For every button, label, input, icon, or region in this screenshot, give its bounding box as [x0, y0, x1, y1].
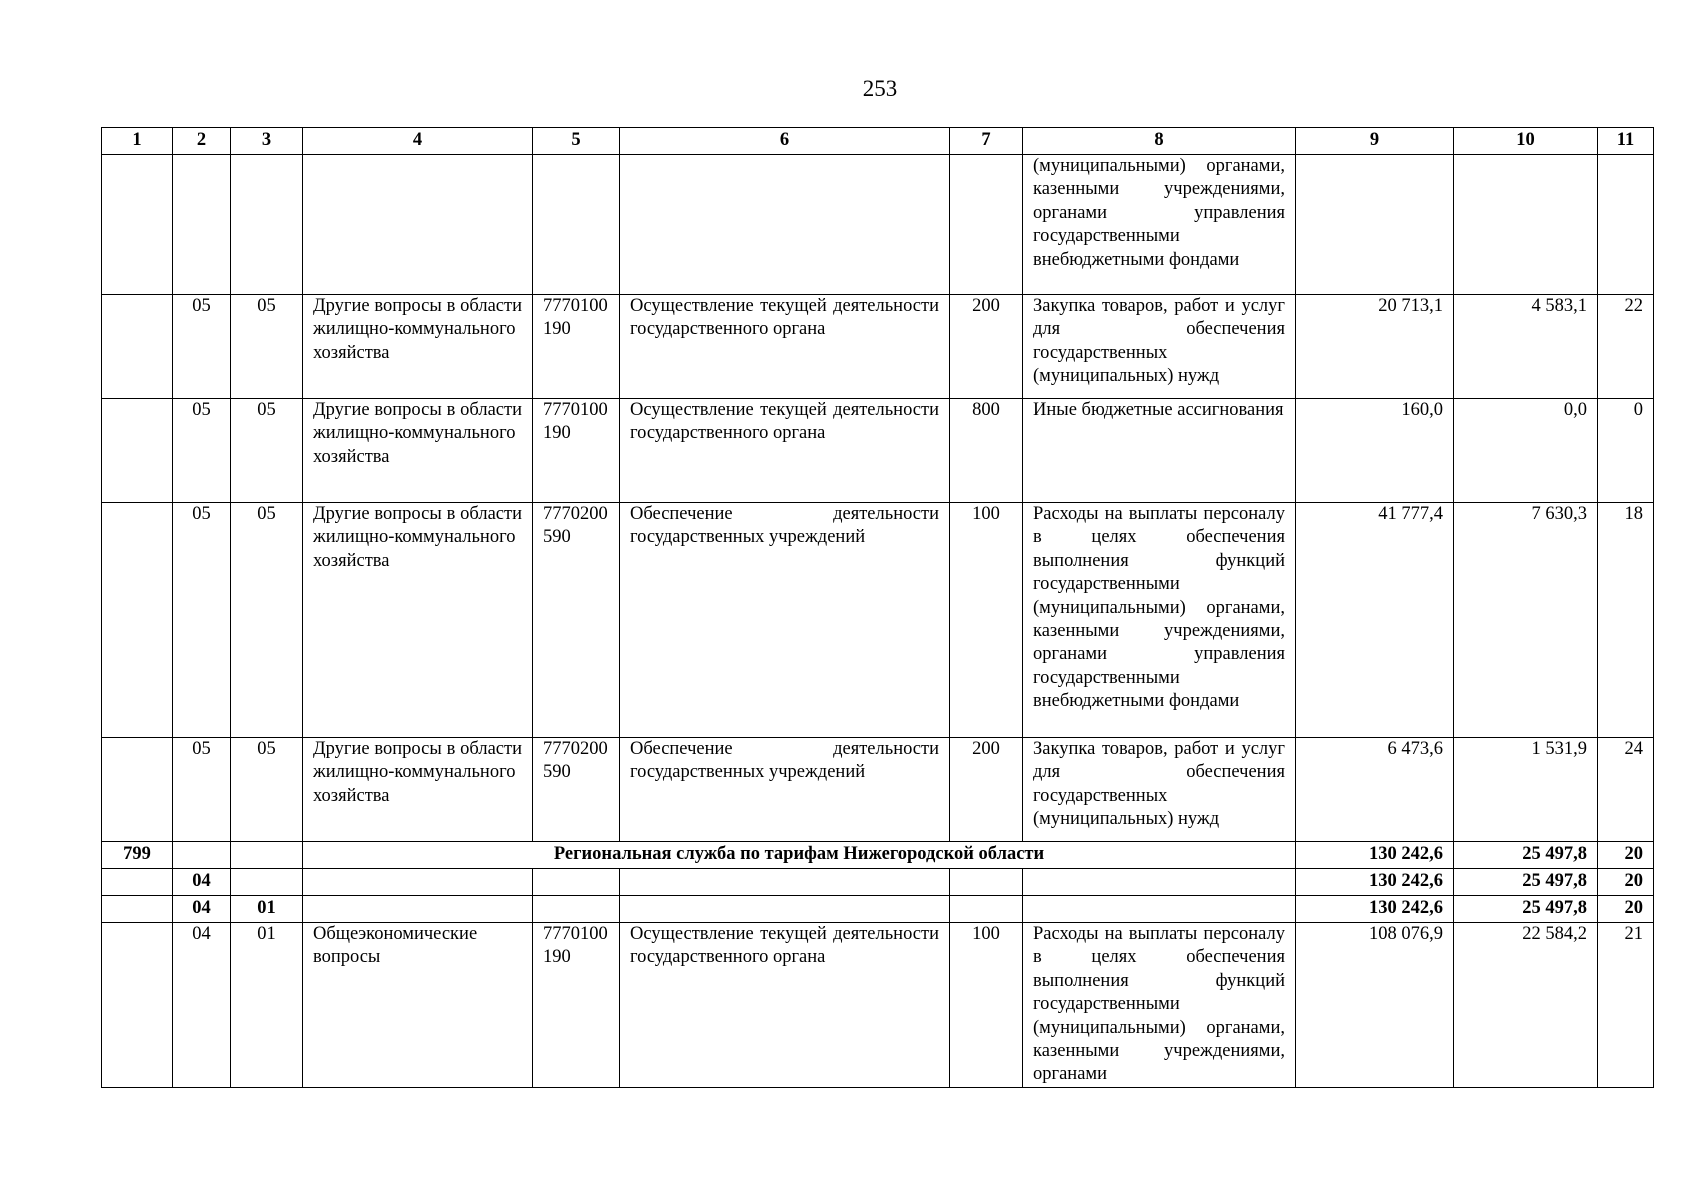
cell-col11: 20: [1598, 842, 1654, 869]
cell-col10: 7 630,3: [1454, 503, 1598, 738]
cell-col2: [173, 155, 231, 295]
cell-col8: Иные бюджетные ассигнования: [1023, 399, 1296, 503]
cell-col10: 0,0: [1454, 399, 1598, 503]
cell-col3: 01: [231, 896, 303, 923]
cell-col9: [1296, 155, 1454, 295]
cell-col9: 130 242,6: [1296, 869, 1454, 896]
page-number: 253: [862, 76, 898, 101]
cell-col2: 05: [173, 295, 231, 399]
table-row: [102, 923, 1654, 1088]
cell-col11: 21: [1598, 923, 1654, 1088]
cell-col4: Другие вопросы в области жилищно-коммунального хозяйства: [303, 503, 533, 738]
header-cell: 2: [173, 128, 231, 155]
cell-col1: [102, 869, 173, 896]
cell-col5: 7770200590: [533, 503, 620, 738]
cell-col1: [102, 738, 173, 842]
cell-col6: Осуществление текущей деятельности государственного органа: [620, 923, 950, 1088]
cell-col11: 22: [1598, 295, 1654, 399]
cell-col6: Осуществление текущей деятельности государственного органа: [620, 399, 950, 503]
table-row: [102, 155, 1654, 295]
budget-table: [101, 127, 1654, 1088]
cell-col7: [950, 155, 1023, 295]
cell-col10: [1454, 155, 1598, 295]
cell-col11: 20: [1598, 896, 1654, 923]
header-cell: 7: [950, 128, 1023, 155]
cell-col5: 7770200590: [533, 738, 620, 842]
cell-col7: 200: [950, 295, 1023, 399]
cell-col11: [1598, 155, 1654, 295]
cell-col3: 01: [231, 923, 303, 1088]
cell-col1: [102, 503, 173, 738]
header-cell: 1: [102, 128, 173, 155]
cell-col10: 22 584,2: [1454, 923, 1598, 1088]
header-cell: 11: [1598, 128, 1654, 155]
header-cell: 3: [231, 128, 303, 155]
cell-col4: Общеэкономические вопросы: [303, 923, 533, 1088]
cell-col8: Расходы на выплаты персоналу в целях обеспечения выполнения функций государственными (муниципальными) органами, казенными учреждениями, органами управления государственными внебюджетными фондами: [1023, 503, 1296, 738]
cell-col8: (муниципальными) органами, казенными учреждениями, органами управления государственными внебюджетными фондами: [1023, 155, 1296, 295]
section-row: [102, 842, 1654, 869]
cell-col5: [533, 869, 620, 896]
cell-col5: [533, 896, 620, 923]
cell-col5: 7770100190: [533, 923, 620, 1088]
cell-col3: 05: [231, 738, 303, 842]
cell-col7: [950, 869, 1023, 896]
header-cell: 10: [1454, 128, 1598, 155]
cell-col5: 7770100190: [533, 295, 620, 399]
cell-col11: 0: [1598, 399, 1654, 503]
header-cell: 5: [533, 128, 620, 155]
subtotal-row: [102, 869, 1654, 896]
cell-col1: [102, 923, 173, 1088]
cell-col10: 4 583,1: [1454, 295, 1598, 399]
header-cell: 8: [1023, 128, 1296, 155]
cell-col4: [303, 869, 533, 896]
cell-col6: [620, 155, 950, 295]
cell-col3: [231, 842, 303, 869]
cell-col6: Обеспечение деятельности государственных учреждений: [620, 503, 950, 738]
cell-col11: 20: [1598, 869, 1654, 896]
cell-col10: 1 531,9: [1454, 738, 1598, 842]
cell-col3: [231, 155, 303, 295]
cell-col10: 25 497,8: [1454, 842, 1598, 869]
cell-col7: [950, 896, 1023, 923]
table-row: [102, 399, 1654, 503]
header-cell: 4: [303, 128, 533, 155]
cell-col8: [1023, 896, 1296, 923]
cell-col1: [102, 295, 173, 399]
cell-col2: 04: [173, 923, 231, 1088]
cell-col11: 24: [1598, 738, 1654, 842]
cell-col1: 799: [102, 842, 173, 869]
cell-col3: 05: [231, 399, 303, 503]
cell-col8: [1023, 869, 1296, 896]
cell-col8: Закупка товаров, работ и услуг для обеспечения государственных (муниципальных) нужд: [1023, 738, 1296, 842]
cell-col4: [303, 896, 533, 923]
cell-col2: 05: [173, 503, 231, 738]
cell-col1: [102, 155, 173, 295]
cell-col7: 800: [950, 399, 1023, 503]
table-row: [102, 503, 1654, 738]
cell-col3: 05: [231, 503, 303, 738]
cell-col9: 160,0: [1296, 399, 1454, 503]
cell-col3: 05: [231, 295, 303, 399]
section-title: Региональная служба по тарифам Нижегородской области: [303, 842, 1296, 869]
cell-col6: [620, 869, 950, 896]
cell-col6: Обеспечение деятельности государственных учреждений: [620, 738, 950, 842]
cell-col10: 25 497,8: [1454, 896, 1598, 923]
cell-col7: 100: [950, 923, 1023, 1088]
cell-col2: 04: [173, 896, 231, 923]
cell-col2: 05: [173, 738, 231, 842]
cell-col4: [303, 155, 533, 295]
cell-col4: Другие вопросы в области жилищно-коммунального хозяйства: [303, 295, 533, 399]
cell-col9: 41 777,4: [1296, 503, 1454, 738]
table-row: [102, 738, 1654, 842]
cell-col9: 130 242,6: [1296, 896, 1454, 923]
header-cell: 9: [1296, 128, 1454, 155]
cell-col6: [620, 896, 950, 923]
cell-col11: 18: [1598, 503, 1654, 738]
cell-col1: [102, 896, 173, 923]
header-cell: 6: [620, 128, 950, 155]
cell-col10: 25 497,8: [1454, 869, 1598, 896]
cell-col8: Закупка товаров, работ и услуг для обеспечения государственных (муниципальных) нужд: [1023, 295, 1296, 399]
cell-col3: [231, 869, 303, 896]
cell-col1: [102, 399, 173, 503]
cell-col9: 6 473,6: [1296, 738, 1454, 842]
cell-col2: [173, 842, 231, 869]
cell-col2: 05: [173, 399, 231, 503]
table-row: [102, 295, 1654, 399]
cell-col9: 130 242,6: [1296, 842, 1454, 869]
cell-col6: Осуществление текущей деятельности государственного органа: [620, 295, 950, 399]
cell-col9: 20 713,1: [1296, 295, 1454, 399]
cell-col2: 04: [173, 869, 231, 896]
header-row: [102, 128, 1654, 155]
subtotal-row: [102, 896, 1654, 923]
cell-col5: [533, 155, 620, 295]
cell-col9: 108 076,9: [1296, 923, 1454, 1088]
cell-col7: 200: [950, 738, 1023, 842]
cell-col8: Расходы на выплаты персоналу в целях обеспечения выполнения функций государственными (муниципальными) органами, казенными учреждениями, органами: [1023, 923, 1296, 1088]
cell-col7: 100: [950, 503, 1023, 738]
cell-col5: 7770100190: [533, 399, 620, 503]
cell-col4: Другие вопросы в области жилищно-коммунального хозяйства: [303, 399, 533, 503]
cell-col4: Другие вопросы в области жилищно-коммунального хозяйства: [303, 738, 533, 842]
